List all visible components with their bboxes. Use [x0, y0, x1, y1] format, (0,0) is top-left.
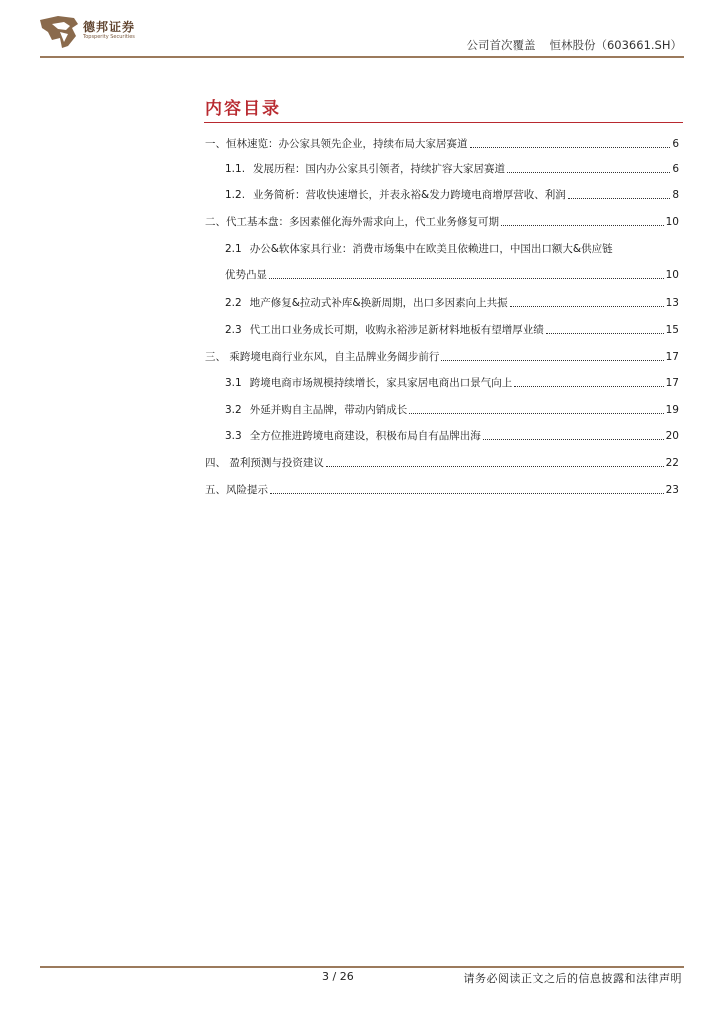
toc-entry[interactable]: [225, 242, 679, 256]
company-ticker: 恒林股份（603661.SH）: [549, 38, 682, 52]
toc-entry-page: 10: [665, 269, 679, 281]
toc-entry-page: 20: [665, 430, 679, 442]
toc-entry[interactable]: [225, 162, 679, 176]
brand-name-cn: 德邦证券: [83, 20, 136, 34]
toc-entry[interactable]: [205, 350, 679, 364]
toc-entry-text: 跨境电商市场规模持续增长，家具家居电商出口景气向上: [249, 377, 513, 389]
toc-entry-page: 17: [665, 351, 679, 363]
toc-entry-text: 优势凸显: [225, 269, 267, 281]
toc-entry-text: 办公&软体家具行业：消费市场集中在欧美且依赖进口，中国出口额大&供应链: [249, 243, 613, 255]
brand-name-en: Topsperity Securities: [83, 34, 135, 40]
toc-entry-number: 3.2: [225, 404, 242, 416]
toc-entry[interactable]: [205, 215, 679, 229]
report-type: 公司首次覆盖: [466, 38, 536, 52]
toc-entry-page: 15: [665, 324, 679, 336]
footer-divider: [40, 966, 684, 968]
toc-entry-number: 1.1.: [225, 163, 246, 175]
toc-entry-text: 三、 乘跨境电商行业东风，自主品牌业务阔步前行: [205, 351, 440, 363]
report-header: [466, 37, 682, 53]
toc-entry-page: 8: [672, 189, 679, 201]
toc-entry-page: 17: [665, 377, 679, 389]
toc-entry-number: 3.3: [225, 430, 242, 442]
toc-entry-page: 23: [665, 484, 679, 496]
header-divider: [40, 56, 684, 58]
toc-entry-page: 10: [665, 216, 679, 228]
toc-entry-text: 业务简析：营收快速增长，并表永裕&发力跨境电商增厚营收、利润: [253, 189, 566, 201]
toc-entry[interactable]: [225, 376, 679, 390]
legal-disclaimer: 请务必阅读正文之后的信息披露和法律声明: [463, 972, 682, 985]
toc-entry-number: 2.2: [225, 297, 242, 309]
toc-entry-text: 全方位推进跨境电商建设，积极布局自有品牌出海: [249, 430, 481, 442]
toc-entry-text: 发展历程：国内办公家具引领者，持续扩容大家居赛道: [253, 163, 506, 175]
toc-entry-text: 代工出口业务成长可期，收购永裕涉足新材料地板有望增厚业绩: [249, 324, 544, 336]
toc-entry[interactable]: [205, 483, 679, 497]
toc-entry-number: 1.2.: [225, 189, 246, 201]
toc-entry-page: 19: [665, 404, 679, 416]
toc-entry-page: 22: [665, 457, 679, 469]
toc-entry[interactable]: [205, 456, 679, 470]
toc-entry-number: 3.1: [225, 377, 242, 389]
toc-entry[interactable]: [205, 137, 679, 151]
toc-title-underline: [204, 122, 683, 123]
toc-entry-page: 6: [672, 138, 679, 150]
toc-entry[interactable]: [225, 323, 679, 337]
toc-title: 内容目录: [205, 99, 281, 119]
toc-entry-text: 五、风险提示: [205, 484, 268, 496]
page-indicator: 3 / 26: [322, 970, 354, 983]
toc-entry-number: 2.3: [225, 324, 242, 336]
toc-entry-number: 2.1: [225, 243, 242, 255]
toc-entry[interactable]: [225, 403, 679, 417]
toc-entry-text: 二、代工基本盘：多因素催化海外需求向上，代工业务修复可期: [205, 216, 499, 228]
toc-entry-text: 一、恒林速览：办公家具领先企业，持续布局大家居赛道: [205, 138, 468, 150]
toc-entry[interactable]: [225, 429, 679, 443]
toc-entry-continuation[interactable]: [225, 268, 679, 282]
toc-entry-text: 地产修复&拉动式补库&换新周期，出口多因素向上共振: [249, 297, 508, 309]
toc-entry[interactable]: [225, 188, 679, 202]
toc-entry-page: 6: [672, 163, 679, 175]
toc-entry-text: 四、 盈利预测与投资建议: [205, 457, 324, 469]
toc-entry[interactable]: [225, 296, 679, 310]
toc-entry-page: 13: [665, 297, 679, 309]
toc-entry-text: 外延并购自主品牌，带动内销成长: [249, 404, 408, 416]
